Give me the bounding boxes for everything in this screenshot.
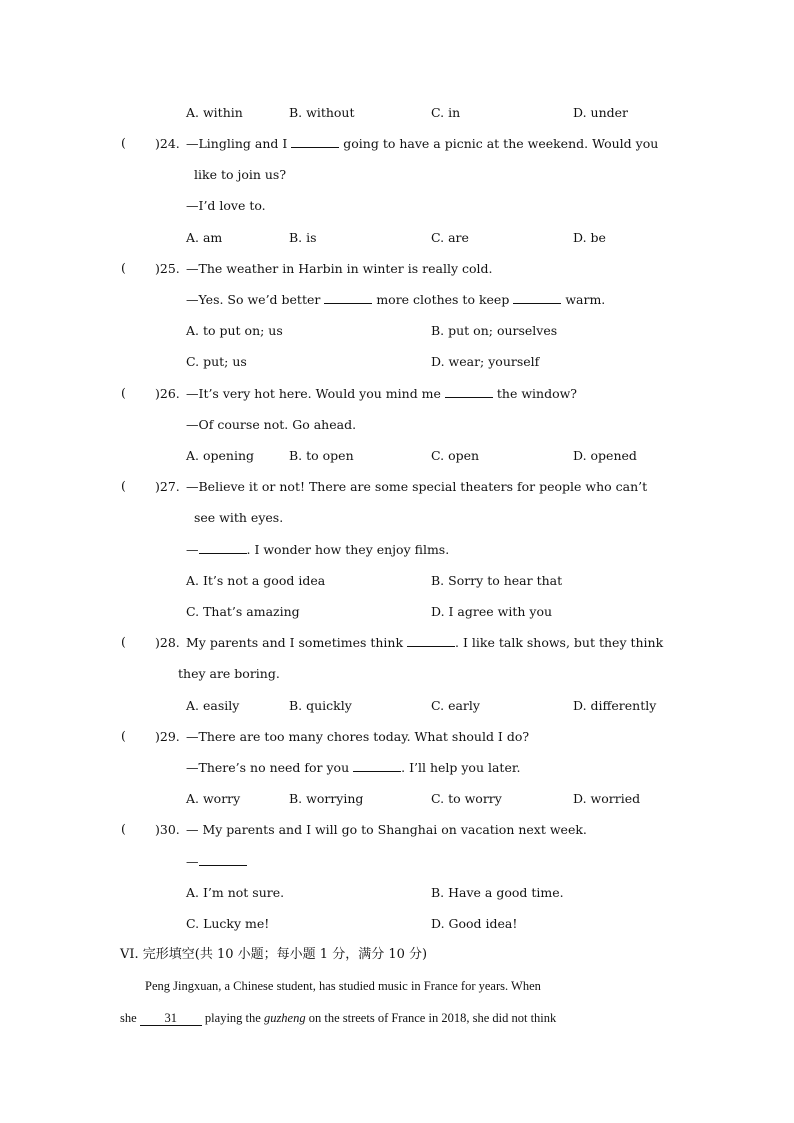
q23-option-d: D. under bbox=[573, 105, 628, 120]
option-c: C. put; us bbox=[186, 354, 247, 369]
passage-line: Peng Jingxuan, a Chinese student, has studied music in France for years. When bbox=[145, 979, 541, 993]
option-c: C. to worry bbox=[431, 791, 502, 806]
q23-option-b: B. without bbox=[289, 105, 355, 120]
option-d: D. differently bbox=[573, 698, 657, 713]
question-line: —The weather in Harbin in winter is really cold. bbox=[186, 261, 493, 276]
answer-blank bbox=[513, 291, 561, 304]
question-line: —Lingling and I going to have a picnic at the weekend. Would you bbox=[186, 136, 659, 151]
option-c: C. early bbox=[431, 698, 480, 713]
question-line: — . I wonder how they enjoy films. bbox=[186, 542, 450, 557]
option-d: D. opened bbox=[573, 448, 637, 463]
question-line: —It’s very hot here. Would you mind me the window? bbox=[186, 386, 578, 401]
passage-blank: 31 bbox=[140, 1011, 202, 1026]
question-line: — bbox=[186, 853, 247, 871]
option-b: B. Have a good time. bbox=[431, 885, 564, 900]
question-line: —I’d love to. bbox=[186, 198, 266, 213]
question-line: —Of course not. Go ahead. bbox=[186, 417, 357, 432]
option-b: B. put on; ourselves bbox=[431, 323, 558, 338]
option-a: A. worry bbox=[186, 791, 241, 806]
option-d: D. worried bbox=[573, 791, 641, 806]
answer-blank bbox=[199, 541, 247, 554]
question-number: )30. bbox=[155, 822, 180, 837]
answer-blank bbox=[353, 759, 401, 772]
option-d: D. Good idea! bbox=[431, 916, 518, 931]
answer-paren-open: ( bbox=[121, 135, 126, 150]
question-line: see with eyes. bbox=[194, 510, 284, 525]
question-line: —There are too many chores today. What should I do? bbox=[186, 729, 530, 744]
question-line: —Yes. So we’d better more clothes to keep warm. bbox=[186, 292, 606, 307]
question-number: )24. bbox=[155, 136, 180, 151]
option-c: C. Lucky me! bbox=[186, 916, 270, 931]
question-number: )27. bbox=[155, 479, 180, 494]
option-b: B. to open bbox=[289, 448, 354, 463]
option-a: A. It’s not a good idea bbox=[186, 573, 326, 588]
option-b: B. is bbox=[289, 230, 317, 245]
option-b: B. quickly bbox=[289, 698, 352, 713]
option-c: C. open bbox=[431, 448, 480, 463]
option-b: B. Sorry to hear that bbox=[431, 573, 563, 588]
question-line: My parents and I sometimes think . I like talk shows, but they think bbox=[186, 635, 664, 650]
question-number: )25. bbox=[155, 261, 180, 276]
option-d: D. be bbox=[573, 230, 606, 245]
option-b: B. worrying bbox=[289, 791, 364, 806]
option-a: A. am bbox=[186, 230, 223, 245]
answer-blank bbox=[291, 135, 339, 148]
passage-line: she 31 playing the guzheng on the streets of France in 2018, she did not think bbox=[120, 1011, 557, 1025]
answer-blank bbox=[324, 291, 372, 304]
question-line: —There’s no need for you . I’ll help you later. bbox=[186, 760, 521, 775]
answer-paren-open: ( bbox=[121, 478, 126, 493]
question-line: like to join us? bbox=[194, 167, 287, 182]
option-a: A. to put on; us bbox=[186, 323, 283, 338]
option-a: A. opening bbox=[186, 448, 254, 463]
q23-option-c: C. in bbox=[431, 105, 461, 120]
answer-paren-open: ( bbox=[121, 728, 126, 743]
answer-blank bbox=[199, 853, 247, 866]
answer-paren-open: ( bbox=[121, 260, 126, 275]
answer-blank bbox=[445, 385, 493, 398]
option-c: C. are bbox=[431, 230, 469, 245]
option-d: D. I agree with you bbox=[431, 604, 553, 619]
answer-paren-open: ( bbox=[121, 385, 126, 400]
question-number: )26. bbox=[155, 386, 180, 401]
question-number: )29. bbox=[155, 729, 180, 744]
option-d: D. wear; yourself bbox=[431, 354, 540, 369]
section-title: VI. 完形填空(共 10 小题；每小题 1 分，满分 10 分) bbox=[120, 947, 428, 962]
question-line: —Believe it or not! There are some special theaters for people who can’t bbox=[186, 479, 648, 494]
option-a: A. easily bbox=[186, 698, 240, 713]
answer-blank bbox=[407, 634, 455, 647]
q23-option-a: A. within bbox=[186, 105, 243, 120]
answer-paren-open: ( bbox=[121, 821, 126, 836]
question-number: )28. bbox=[155, 635, 180, 650]
option-c: C. That’s amazing bbox=[186, 604, 300, 619]
option-a: A. I’m not sure. bbox=[186, 885, 285, 900]
answer-paren-open: ( bbox=[121, 634, 126, 649]
question-line: — My parents and I will go to Shanghai on vacation next week. bbox=[186, 822, 587, 837]
question-line: they are boring. bbox=[178, 666, 280, 681]
